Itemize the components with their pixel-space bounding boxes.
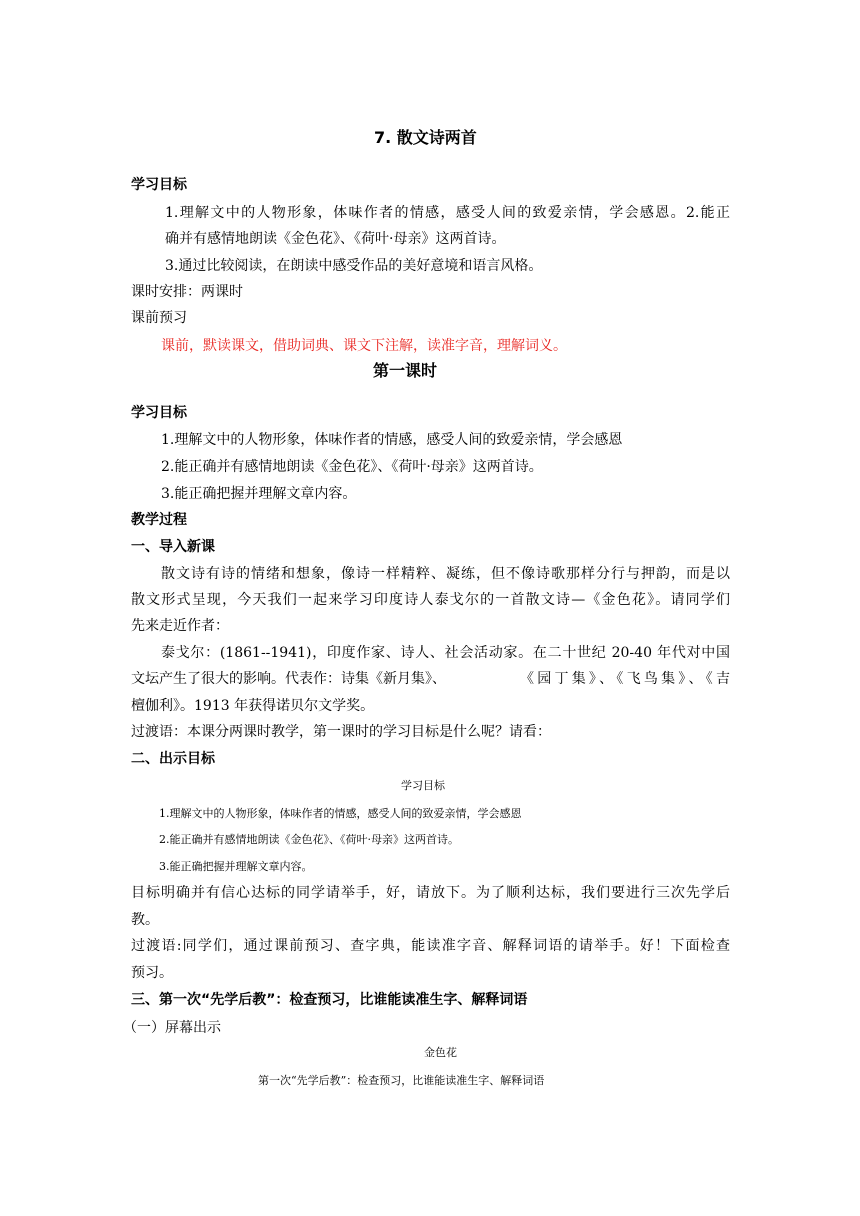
section3-heading: 三、第一次“先学后教”：检查预习，比谁能读准生字、解释词语 <box>131 992 528 1008</box>
goal-clear-line2: 教。 <box>131 912 159 928</box>
transition-2-line2: 预习。 <box>131 965 173 981</box>
intro-para1-line2: 散文形式呈现，今天我们一起来学习印度诗人泰戈尔的一首散文诗—《金色花》。请同学们 <box>131 592 730 608</box>
goal-line-1a: 1.理解文中的人物形象，体味作者的情感，感受人间的致爱亲情，学会感恩。2.能正 <box>165 205 730 221</box>
lesson1-goal-3: 3.能正确把握并理解文章内容。 <box>161 486 357 502</box>
slide2-subtitle: 第一次“先学后教”：检查预习，比谁能读准生字、解释词语 <box>258 1074 545 1087</box>
section2-heading: 二、出示目标 <box>131 751 215 767</box>
transition-1: 过渡语：本课分两课时教学，第一课时的学习目标是什么呢？请看： <box>131 724 551 740</box>
lesson1-goal-2: 2.能正确并有感情地朗读《金色花》、《荷叶·母亲》这两首诗。 <box>161 459 543 475</box>
schedule-text: 课时安排：两课时 <box>131 284 243 300</box>
process-heading: 教学过程 <box>131 512 187 528</box>
screen-show-label: （一）屏幕出示 <box>123 1020 221 1036</box>
intro-para2-line2a: 文坛产生了很大的影响。代表作：诗集《新月集》、 <box>131 671 446 687</box>
goal-line-1b: 确并有感情地朗读《金色花》、《荷叶·母亲》这两首诗。 <box>165 231 506 247</box>
slide-goal-3: 3.能正确把握并理解文章内容。 <box>159 860 313 873</box>
slide-goals-title: 学习目标 <box>401 779 445 792</box>
slide2-title: 金色花 <box>424 1046 457 1059</box>
section-heading-goals: 学习目标 <box>131 177 187 193</box>
preview-instruction: 课前，默读课文，借助词典、课文下注解，读准字音，理解词义。 <box>161 338 567 354</box>
intro-para2-line1: 泰戈尔：(1861--1941)，印度作家、诗人、社会活动家。在二十世纪 20-40 年代对中国 <box>161 645 730 661</box>
intro-para2-line3: 檀伽利》。1913 年获得诺贝尔文学奖。 <box>131 698 375 714</box>
intro-para1-line1: 散文诗有诗的情绪和想象，像诗一样精粹、凝练，但不像诗歌那样分行与押韵，而是以 <box>161 566 730 582</box>
preview-heading: 课前预习 <box>131 310 187 326</box>
intro-para2-line2b: 《园丁集》、《飞鸟集》、《吉 <box>520 671 730 687</box>
document-title: 7. 散文诗两首 <box>374 128 477 147</box>
intro-para1-line3: 先来走近作者： <box>131 618 229 634</box>
slide-goal-2: 2.能正确并有感情地朗读《金色花》、《荷叶·母亲》这两首诗。 <box>159 833 459 846</box>
lesson1-goal-1: 1.理解文中的人物形象，体味作者的情感，感受人间的致爱亲情，学会感恩 <box>161 432 623 448</box>
slide-goal-1: 1.理解文中的人物形象，体味作者的情感，感受人间的致爱亲情，学会感恩 <box>159 807 522 820</box>
transition-2-line1: 过渡语:同学们，通过课前预习、查字典，能读准字音、解释词语的请举手。好！下面检查 <box>131 938 730 954</box>
goal-line-3: 3.通过比较阅读，在朗读中感受作品的美好意境和语言风格。 <box>165 258 543 274</box>
lesson1-title: 第一课时 <box>373 361 438 380</box>
lesson1-goals-heading: 学习目标 <box>131 405 187 421</box>
goal-clear-line1: 目标明确并有信心达标的同学请举手，好，请放下。为了顺利达标，我们要进行三次先学后 <box>131 885 730 901</box>
section1-heading: 一、导入新课 <box>131 539 215 555</box>
